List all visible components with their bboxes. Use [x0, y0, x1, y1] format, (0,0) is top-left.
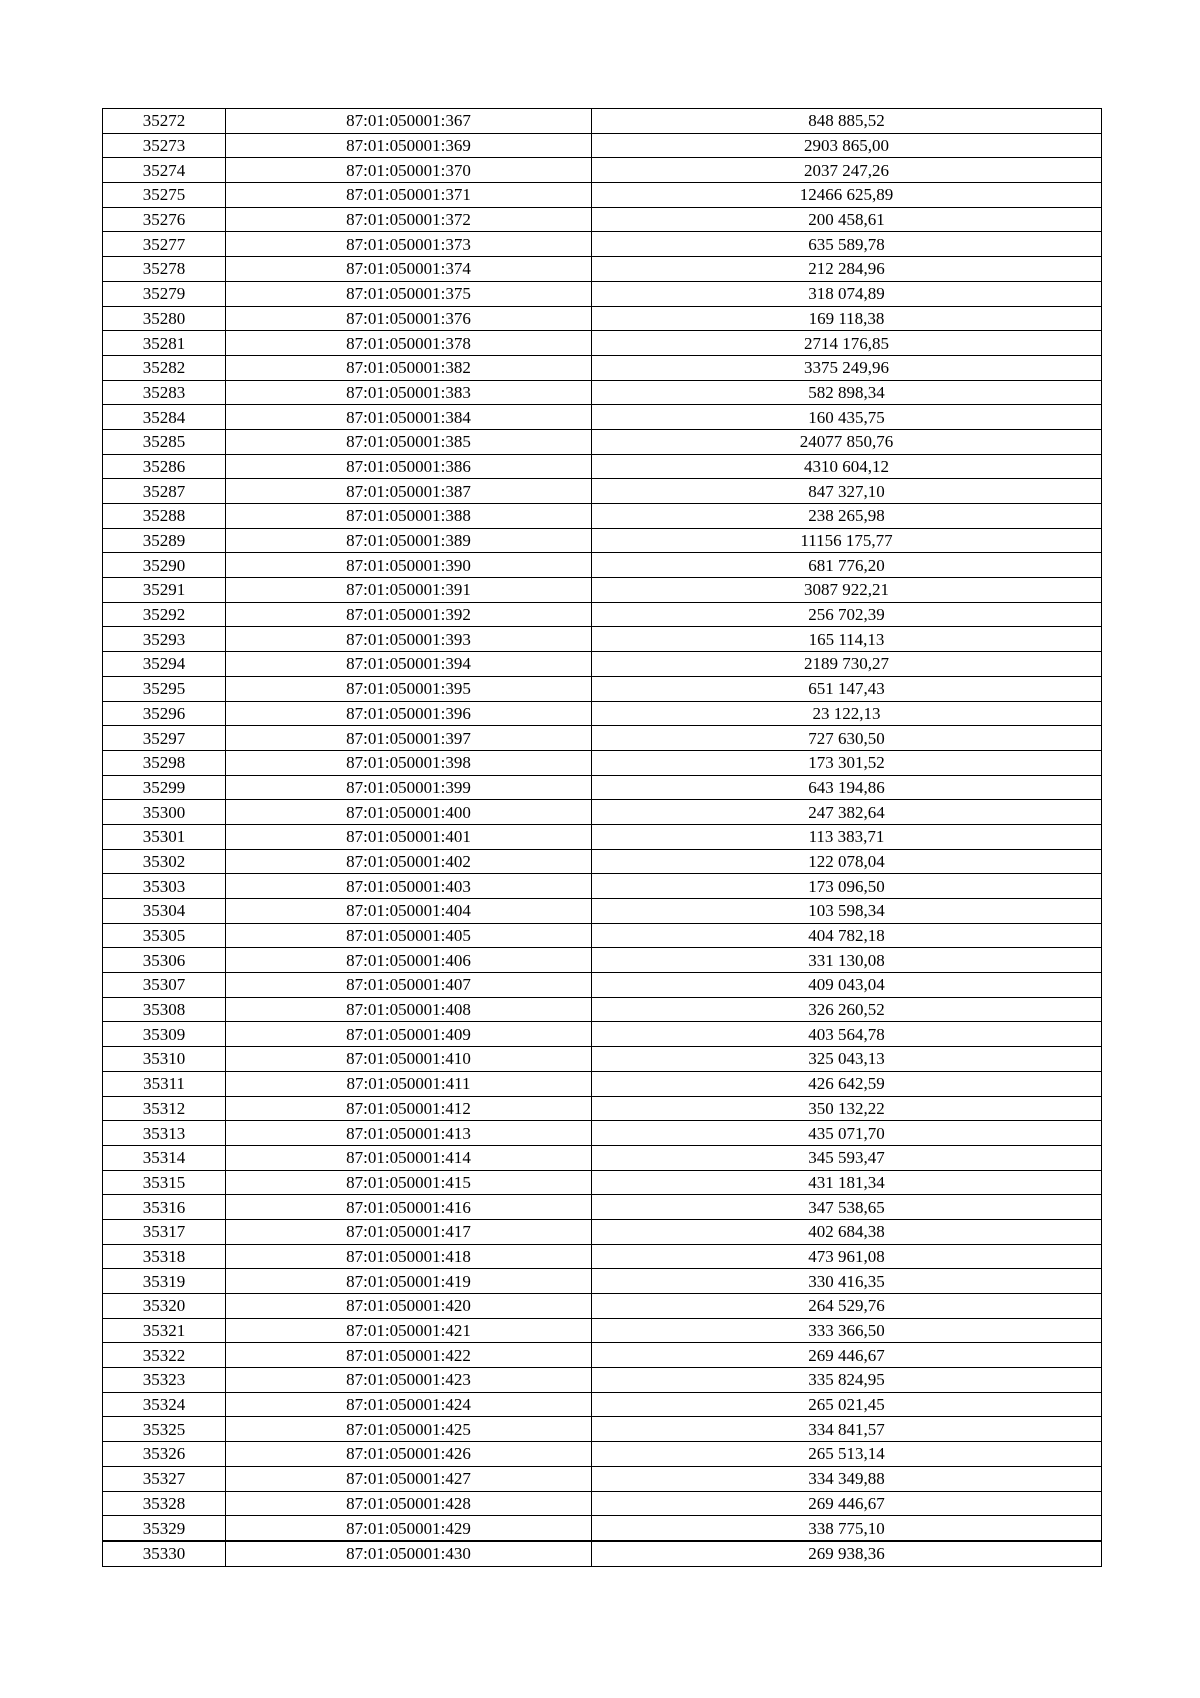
row-number-cell: 35277 — [103, 232, 226, 257]
table-row — [103, 1022, 1102, 1047]
table-row — [103, 1121, 1102, 1146]
row-number-cell: 35330 — [103, 1541, 226, 1566]
table-row — [103, 1466, 1102, 1491]
row-number-cell: 35272 — [103, 109, 226, 134]
table-row — [103, 380, 1102, 405]
table-row — [103, 1294, 1102, 1319]
value-cell: 426 642,59 — [592, 1071, 1102, 1096]
cadastral-number-cell: 87:01:050001:425 — [226, 1417, 592, 1442]
table-row — [103, 800, 1102, 825]
value-cell: 331 130,08 — [592, 948, 1102, 973]
cadastral-number-cell: 87:01:050001:367 — [226, 109, 592, 134]
table-row — [103, 997, 1102, 1022]
value-cell: 265 513,14 — [592, 1442, 1102, 1467]
table-row — [103, 1170, 1102, 1195]
row-number-cell: 35329 — [103, 1516, 226, 1541]
table-row — [103, 553, 1102, 578]
table-row — [103, 923, 1102, 948]
table-row — [103, 726, 1102, 751]
table-row — [103, 602, 1102, 627]
cadastral-number-cell: 87:01:050001:373 — [226, 232, 592, 257]
value-cell: 165 114,13 — [592, 627, 1102, 652]
table-row — [103, 133, 1102, 158]
value-cell: 212 284,96 — [592, 257, 1102, 282]
value-cell: 269 446,67 — [592, 1343, 1102, 1368]
row-number-cell: 35293 — [103, 627, 226, 652]
value-cell: 2189 730,27 — [592, 652, 1102, 677]
row-number-cell: 35312 — [103, 1096, 226, 1121]
row-number-cell: 35280 — [103, 306, 226, 331]
row-number-cell: 35327 — [103, 1466, 226, 1491]
value-cell: 651 147,43 — [592, 676, 1102, 701]
table-row — [103, 652, 1102, 677]
row-number-cell: 35273 — [103, 133, 226, 158]
row-number-cell: 35283 — [103, 380, 226, 405]
cadastral-number-cell: 87:01:050001:423 — [226, 1368, 592, 1393]
row-number-cell: 35324 — [103, 1392, 226, 1417]
cadastral-number-cell: 87:01:050001:428 — [226, 1491, 592, 1516]
row-number-cell: 35275 — [103, 183, 226, 208]
value-cell: 173 096,50 — [592, 874, 1102, 899]
row-number-cell: 35297 — [103, 726, 226, 751]
value-cell: 269 446,67 — [592, 1491, 1102, 1516]
row-number-cell: 35317 — [103, 1219, 226, 1244]
cadastral-number-cell: 87:01:050001:416 — [226, 1195, 592, 1220]
cadastral-number-cell: 87:01:050001:394 — [226, 652, 592, 677]
table-row — [103, 973, 1102, 998]
row-number-cell: 35314 — [103, 1145, 226, 1170]
value-cell: 582 898,34 — [592, 380, 1102, 405]
value-cell: 847 327,10 — [592, 479, 1102, 504]
table-row — [103, 1047, 1102, 1072]
value-cell: 681 776,20 — [592, 553, 1102, 578]
value-cell: 23 122,13 — [592, 701, 1102, 726]
cadastral-number-cell: 87:01:050001:388 — [226, 504, 592, 529]
row-number-cell: 35300 — [103, 800, 226, 825]
value-cell: 2714 176,85 — [592, 331, 1102, 356]
table-row — [103, 429, 1102, 454]
table-row — [103, 405, 1102, 430]
table-row — [103, 899, 1102, 924]
table-row — [103, 1071, 1102, 1096]
cadastral-number-cell: 87:01:050001:378 — [226, 331, 592, 356]
table-row — [103, 479, 1102, 504]
value-cell: 113 383,71 — [592, 824, 1102, 849]
cadastral-number-cell: 87:01:050001:414 — [226, 1145, 592, 1170]
table-row — [103, 207, 1102, 232]
value-cell: 264 529,76 — [592, 1294, 1102, 1319]
cadastral-number-cell: 87:01:050001:370 — [226, 158, 592, 183]
value-cell: 173 301,52 — [592, 750, 1102, 775]
row-number-cell: 35302 — [103, 849, 226, 874]
table-row — [103, 109, 1102, 134]
value-cell: 403 564,78 — [592, 1022, 1102, 1047]
cadastral-number-cell: 87:01:050001:369 — [226, 133, 592, 158]
row-number-cell: 35288 — [103, 504, 226, 529]
row-number-cell: 35308 — [103, 997, 226, 1022]
value-cell: 122 078,04 — [592, 849, 1102, 874]
cadastral-number-cell: 87:01:050001:387 — [226, 479, 592, 504]
table-row — [103, 1269, 1102, 1294]
row-number-cell: 35287 — [103, 479, 226, 504]
row-number-cell: 35303 — [103, 874, 226, 899]
table-row — [103, 306, 1102, 331]
row-number-cell: 35279 — [103, 281, 226, 306]
cadastral-number-cell: 87:01:050001:391 — [226, 578, 592, 603]
row-number-cell: 35282 — [103, 355, 226, 380]
value-cell: 643 194,86 — [592, 775, 1102, 800]
table-row — [103, 701, 1102, 726]
cadastral-number-cell: 87:01:050001:419 — [226, 1269, 592, 1294]
value-cell: 727 630,50 — [592, 726, 1102, 751]
table-row — [103, 454, 1102, 479]
value-cell: 347 538,65 — [592, 1195, 1102, 1220]
row-number-cell: 35316 — [103, 1195, 226, 1220]
cadastral-number-cell: 87:01:050001:407 — [226, 973, 592, 998]
cadastral-number-cell: 87:01:050001:383 — [226, 380, 592, 405]
row-number-cell: 35290 — [103, 553, 226, 578]
row-number-cell: 35319 — [103, 1269, 226, 1294]
cadastral-number-cell: 87:01:050001:393 — [226, 627, 592, 652]
cadastral-number-cell: 87:01:050001:413 — [226, 1121, 592, 1146]
row-number-cell: 35321 — [103, 1318, 226, 1343]
row-number-cell: 35323 — [103, 1368, 226, 1393]
cadastral-number-cell: 87:01:050001:399 — [226, 775, 592, 800]
value-cell: 431 181,34 — [592, 1170, 1102, 1195]
cadastral-number-cell: 87:01:050001:403 — [226, 874, 592, 899]
cadastral-number-cell: 87:01:050001:418 — [226, 1244, 592, 1269]
cadastral-number-cell: 87:01:050001:422 — [226, 1343, 592, 1368]
table-row — [103, 1442, 1102, 1467]
cadastral-number-cell: 87:01:050001:415 — [226, 1170, 592, 1195]
cadastral-number-cell: 87:01:050001:397 — [226, 726, 592, 751]
table-row — [103, 257, 1102, 282]
cadastral-number-cell: 87:01:050001:374 — [226, 257, 592, 282]
row-number-cell: 35304 — [103, 899, 226, 924]
cadastral-number-cell: 87:01:050001:408 — [226, 997, 592, 1022]
value-cell: 338 775,10 — [592, 1516, 1102, 1541]
value-cell: 334 841,57 — [592, 1417, 1102, 1442]
value-cell: 635 589,78 — [592, 232, 1102, 257]
cadastral-number-cell: 87:01:050001:385 — [226, 429, 592, 454]
table-row — [103, 528, 1102, 553]
row-number-cell: 35295 — [103, 676, 226, 701]
value-cell: 238 265,98 — [592, 504, 1102, 529]
value-cell: 345 593,47 — [592, 1145, 1102, 1170]
cadastral-value-table — [102, 108, 1102, 1567]
cadastral-number-cell: 87:01:050001:389 — [226, 528, 592, 553]
value-cell: 24077 850,76 — [592, 429, 1102, 454]
value-cell: 160 435,75 — [592, 405, 1102, 430]
cadastral-number-cell: 87:01:050001:420 — [226, 1294, 592, 1319]
value-cell: 326 260,52 — [592, 997, 1102, 1022]
table-row — [103, 504, 1102, 529]
table-row — [103, 676, 1102, 701]
table-row — [103, 1516, 1102, 1541]
cadastral-number-cell: 87:01:050001:410 — [226, 1047, 592, 1072]
table-row — [103, 627, 1102, 652]
row-number-cell: 35299 — [103, 775, 226, 800]
value-cell: 269 938,36 — [592, 1541, 1102, 1566]
cadastral-number-cell: 87:01:050001:404 — [226, 899, 592, 924]
value-cell: 169 118,38 — [592, 306, 1102, 331]
table-row — [103, 948, 1102, 973]
cadastral-number-cell: 87:01:050001:400 — [226, 800, 592, 825]
value-cell: 404 782,18 — [592, 923, 1102, 948]
value-cell: 334 349,88 — [592, 1466, 1102, 1491]
value-cell: 256 702,39 — [592, 602, 1102, 627]
value-cell: 409 043,04 — [592, 973, 1102, 998]
row-number-cell: 35298 — [103, 750, 226, 775]
table-row — [103, 1392, 1102, 1417]
row-number-cell: 35286 — [103, 454, 226, 479]
value-cell: 11156 175,77 — [592, 528, 1102, 553]
row-number-cell: 35274 — [103, 158, 226, 183]
table-row — [103, 1417, 1102, 1442]
cadastral-number-cell: 87:01:050001:429 — [226, 1516, 592, 1541]
cadastral-number-cell: 87:01:050001:426 — [226, 1442, 592, 1467]
table-row — [103, 874, 1102, 899]
value-cell: 2037 247,26 — [592, 158, 1102, 183]
value-cell: 325 043,13 — [592, 1047, 1102, 1072]
cadastral-number-cell: 87:01:050001:421 — [226, 1318, 592, 1343]
cadastral-number-cell: 87:01:050001:430 — [226, 1541, 592, 1566]
cadastral-number-cell: 87:01:050001:392 — [226, 602, 592, 627]
value-cell: 350 132,22 — [592, 1096, 1102, 1121]
table-row — [103, 1541, 1102, 1566]
value-cell: 335 824,95 — [592, 1368, 1102, 1393]
table-row — [103, 232, 1102, 257]
value-cell: 12466 625,89 — [592, 183, 1102, 208]
cadastral-number-cell: 87:01:050001:371 — [226, 183, 592, 208]
value-cell: 318 074,89 — [592, 281, 1102, 306]
row-number-cell: 35310 — [103, 1047, 226, 1072]
cadastral-number-cell: 87:01:050001:427 — [226, 1466, 592, 1491]
row-number-cell: 35291 — [103, 578, 226, 603]
row-number-cell: 35328 — [103, 1491, 226, 1516]
table-row — [103, 1318, 1102, 1343]
cadastral-number-cell: 87:01:050001:375 — [226, 281, 592, 306]
value-cell: 333 366,50 — [592, 1318, 1102, 1343]
row-number-cell: 35322 — [103, 1343, 226, 1368]
row-number-cell: 35285 — [103, 429, 226, 454]
cadastral-number-cell: 87:01:050001:405 — [226, 923, 592, 948]
table-body — [103, 109, 1102, 1567]
row-number-cell: 35301 — [103, 824, 226, 849]
row-number-cell: 35281 — [103, 331, 226, 356]
cadastral-number-cell: 87:01:050001:411 — [226, 1071, 592, 1096]
table-row — [103, 750, 1102, 775]
value-cell: 848 885,52 — [592, 109, 1102, 134]
cadastral-number-cell: 87:01:050001:384 — [226, 405, 592, 430]
row-number-cell: 35294 — [103, 652, 226, 677]
table-row — [103, 1244, 1102, 1269]
row-number-cell: 35305 — [103, 923, 226, 948]
row-number-cell: 35296 — [103, 701, 226, 726]
cadastral-number-cell: 87:01:050001:417 — [226, 1219, 592, 1244]
table-row — [103, 849, 1102, 874]
value-cell: 3375 249,96 — [592, 355, 1102, 380]
row-number-cell: 35289 — [103, 528, 226, 553]
table-row — [103, 1096, 1102, 1121]
row-number-cell: 35309 — [103, 1022, 226, 1047]
table-row — [103, 355, 1102, 380]
cadastral-number-cell: 87:01:050001:386 — [226, 454, 592, 479]
table-row — [103, 1195, 1102, 1220]
cadastral-number-cell: 87:01:050001:376 — [226, 306, 592, 331]
row-number-cell: 35306 — [103, 948, 226, 973]
value-cell: 200 458,61 — [592, 207, 1102, 232]
value-cell: 3087 922,21 — [592, 578, 1102, 603]
cadastral-number-cell: 87:01:050001:396 — [226, 701, 592, 726]
cadastral-number-cell: 87:01:050001:409 — [226, 1022, 592, 1047]
row-number-cell: 35276 — [103, 207, 226, 232]
value-cell: 402 684,38 — [592, 1219, 1102, 1244]
value-cell: 2903 865,00 — [592, 133, 1102, 158]
row-number-cell: 35326 — [103, 1442, 226, 1467]
table-row — [103, 1145, 1102, 1170]
table-row — [103, 158, 1102, 183]
row-number-cell: 35284 — [103, 405, 226, 430]
cadastral-number-cell: 87:01:050001:424 — [226, 1392, 592, 1417]
row-number-cell: 35311 — [103, 1071, 226, 1096]
table-row — [103, 183, 1102, 208]
value-cell: 247 382,64 — [592, 800, 1102, 825]
row-number-cell: 35315 — [103, 1170, 226, 1195]
cadastral-number-cell: 87:01:050001:395 — [226, 676, 592, 701]
table-row — [103, 1219, 1102, 1244]
value-cell: 265 021,45 — [592, 1392, 1102, 1417]
row-number-cell: 35325 — [103, 1417, 226, 1442]
row-number-cell: 35320 — [103, 1294, 226, 1319]
table-row — [103, 281, 1102, 306]
table-row — [103, 1368, 1102, 1393]
value-cell: 435 071,70 — [592, 1121, 1102, 1146]
value-cell: 4310 604,12 — [592, 454, 1102, 479]
row-number-cell: 35278 — [103, 257, 226, 282]
row-number-cell: 35307 — [103, 973, 226, 998]
row-number-cell: 35292 — [103, 602, 226, 627]
table-row — [103, 1491, 1102, 1516]
cadastral-number-cell: 87:01:050001:382 — [226, 355, 592, 380]
cadastral-number-cell: 87:01:050001:401 — [226, 824, 592, 849]
cadastral-number-cell: 87:01:050001:372 — [226, 207, 592, 232]
cadastral-number-cell: 87:01:050001:390 — [226, 553, 592, 578]
row-number-cell: 35313 — [103, 1121, 226, 1146]
table-row — [103, 331, 1102, 356]
cadastral-number-cell: 87:01:050001:412 — [226, 1096, 592, 1121]
table-row — [103, 1343, 1102, 1368]
cadastral-number-cell: 87:01:050001:398 — [226, 750, 592, 775]
cadastral-number-cell: 87:01:050001:406 — [226, 948, 592, 973]
cadastral-number-cell: 87:01:050001:402 — [226, 849, 592, 874]
table-row — [103, 775, 1102, 800]
table-row — [103, 578, 1102, 603]
table-row — [103, 824, 1102, 849]
value-cell: 103 598,34 — [592, 899, 1102, 924]
value-cell: 473 961,08 — [592, 1244, 1102, 1269]
value-cell: 330 416,35 — [592, 1269, 1102, 1294]
row-number-cell: 35318 — [103, 1244, 226, 1269]
